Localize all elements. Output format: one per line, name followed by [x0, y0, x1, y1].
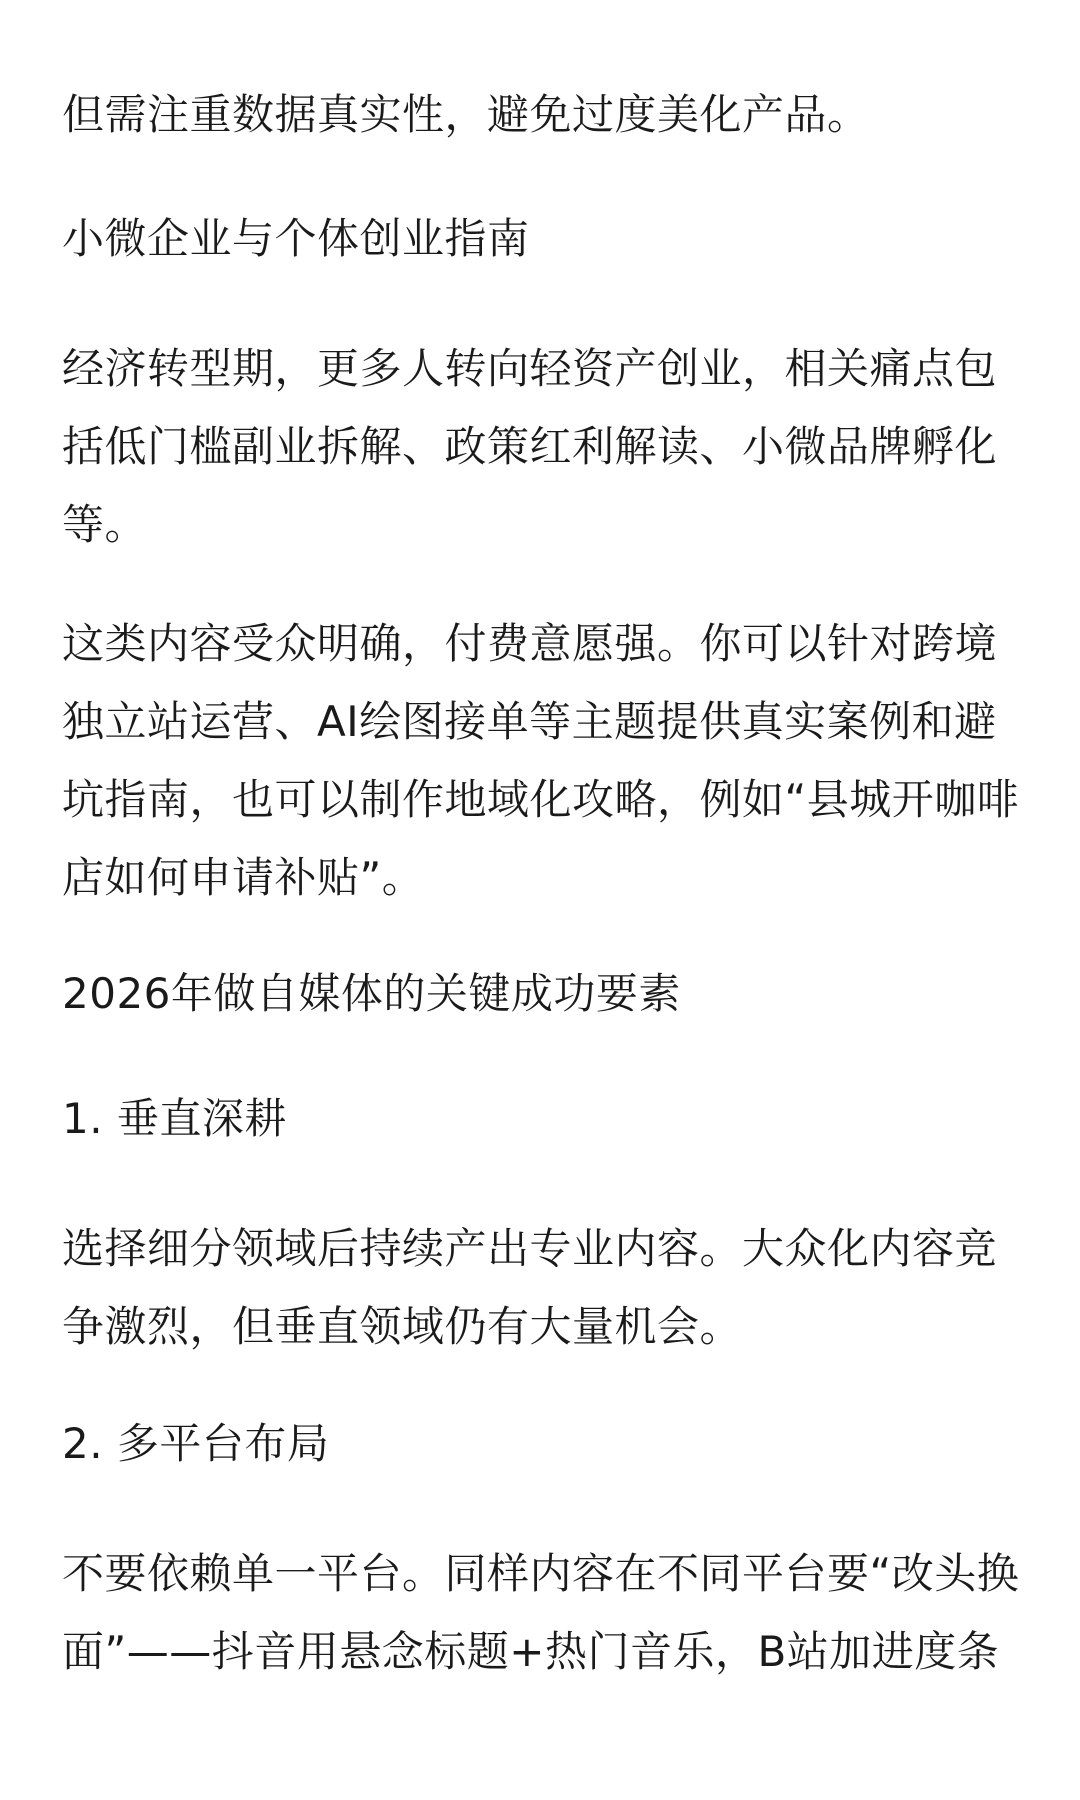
paragraph-data-authenticity: 但需注重数据真实性，避免过度美化产品。	[62, 90, 870, 139]
subheading-vertical-focus: 1. 垂直深耕	[62, 1094, 287, 1143]
section-heading-success-factors: 2026年做自媒体的关键成功要素	[62, 969, 681, 1018]
section-heading-small-business: 小微企业与个体创业指南	[62, 214, 530, 263]
subheading-multi-platform: 2. 多平台布局	[62, 1419, 330, 1468]
paragraph-platform-adaptation: 不要依赖单一平台。同样内容在不同平台要“改头换面”——抖音用悬念标题+热门音乐，B站加进度条	[62, 1549, 1020, 1676]
paragraph-light-asset-startup: 经济转型期，更多人转向轻资产创业，相关痛点包括低门槛副业拆解、政策红利解读、小微品牌孵化等。	[62, 344, 998, 549]
paragraph-audience-targeting: 这类内容受众明确，付费意愿强。你可以针对跨境独立站运营、AI绘图接单等主题提供真实案例和避坑指南，也可以制作地域化攻略，例如“县城开咖啡店如何申请补贴”。	[62, 619, 1020, 902]
paragraph-vertical-content: 选择细分领域后持续产出专业内容。大众化内容竞争激烈，但垂直领域仍有大量机会。	[62, 1224, 998, 1351]
